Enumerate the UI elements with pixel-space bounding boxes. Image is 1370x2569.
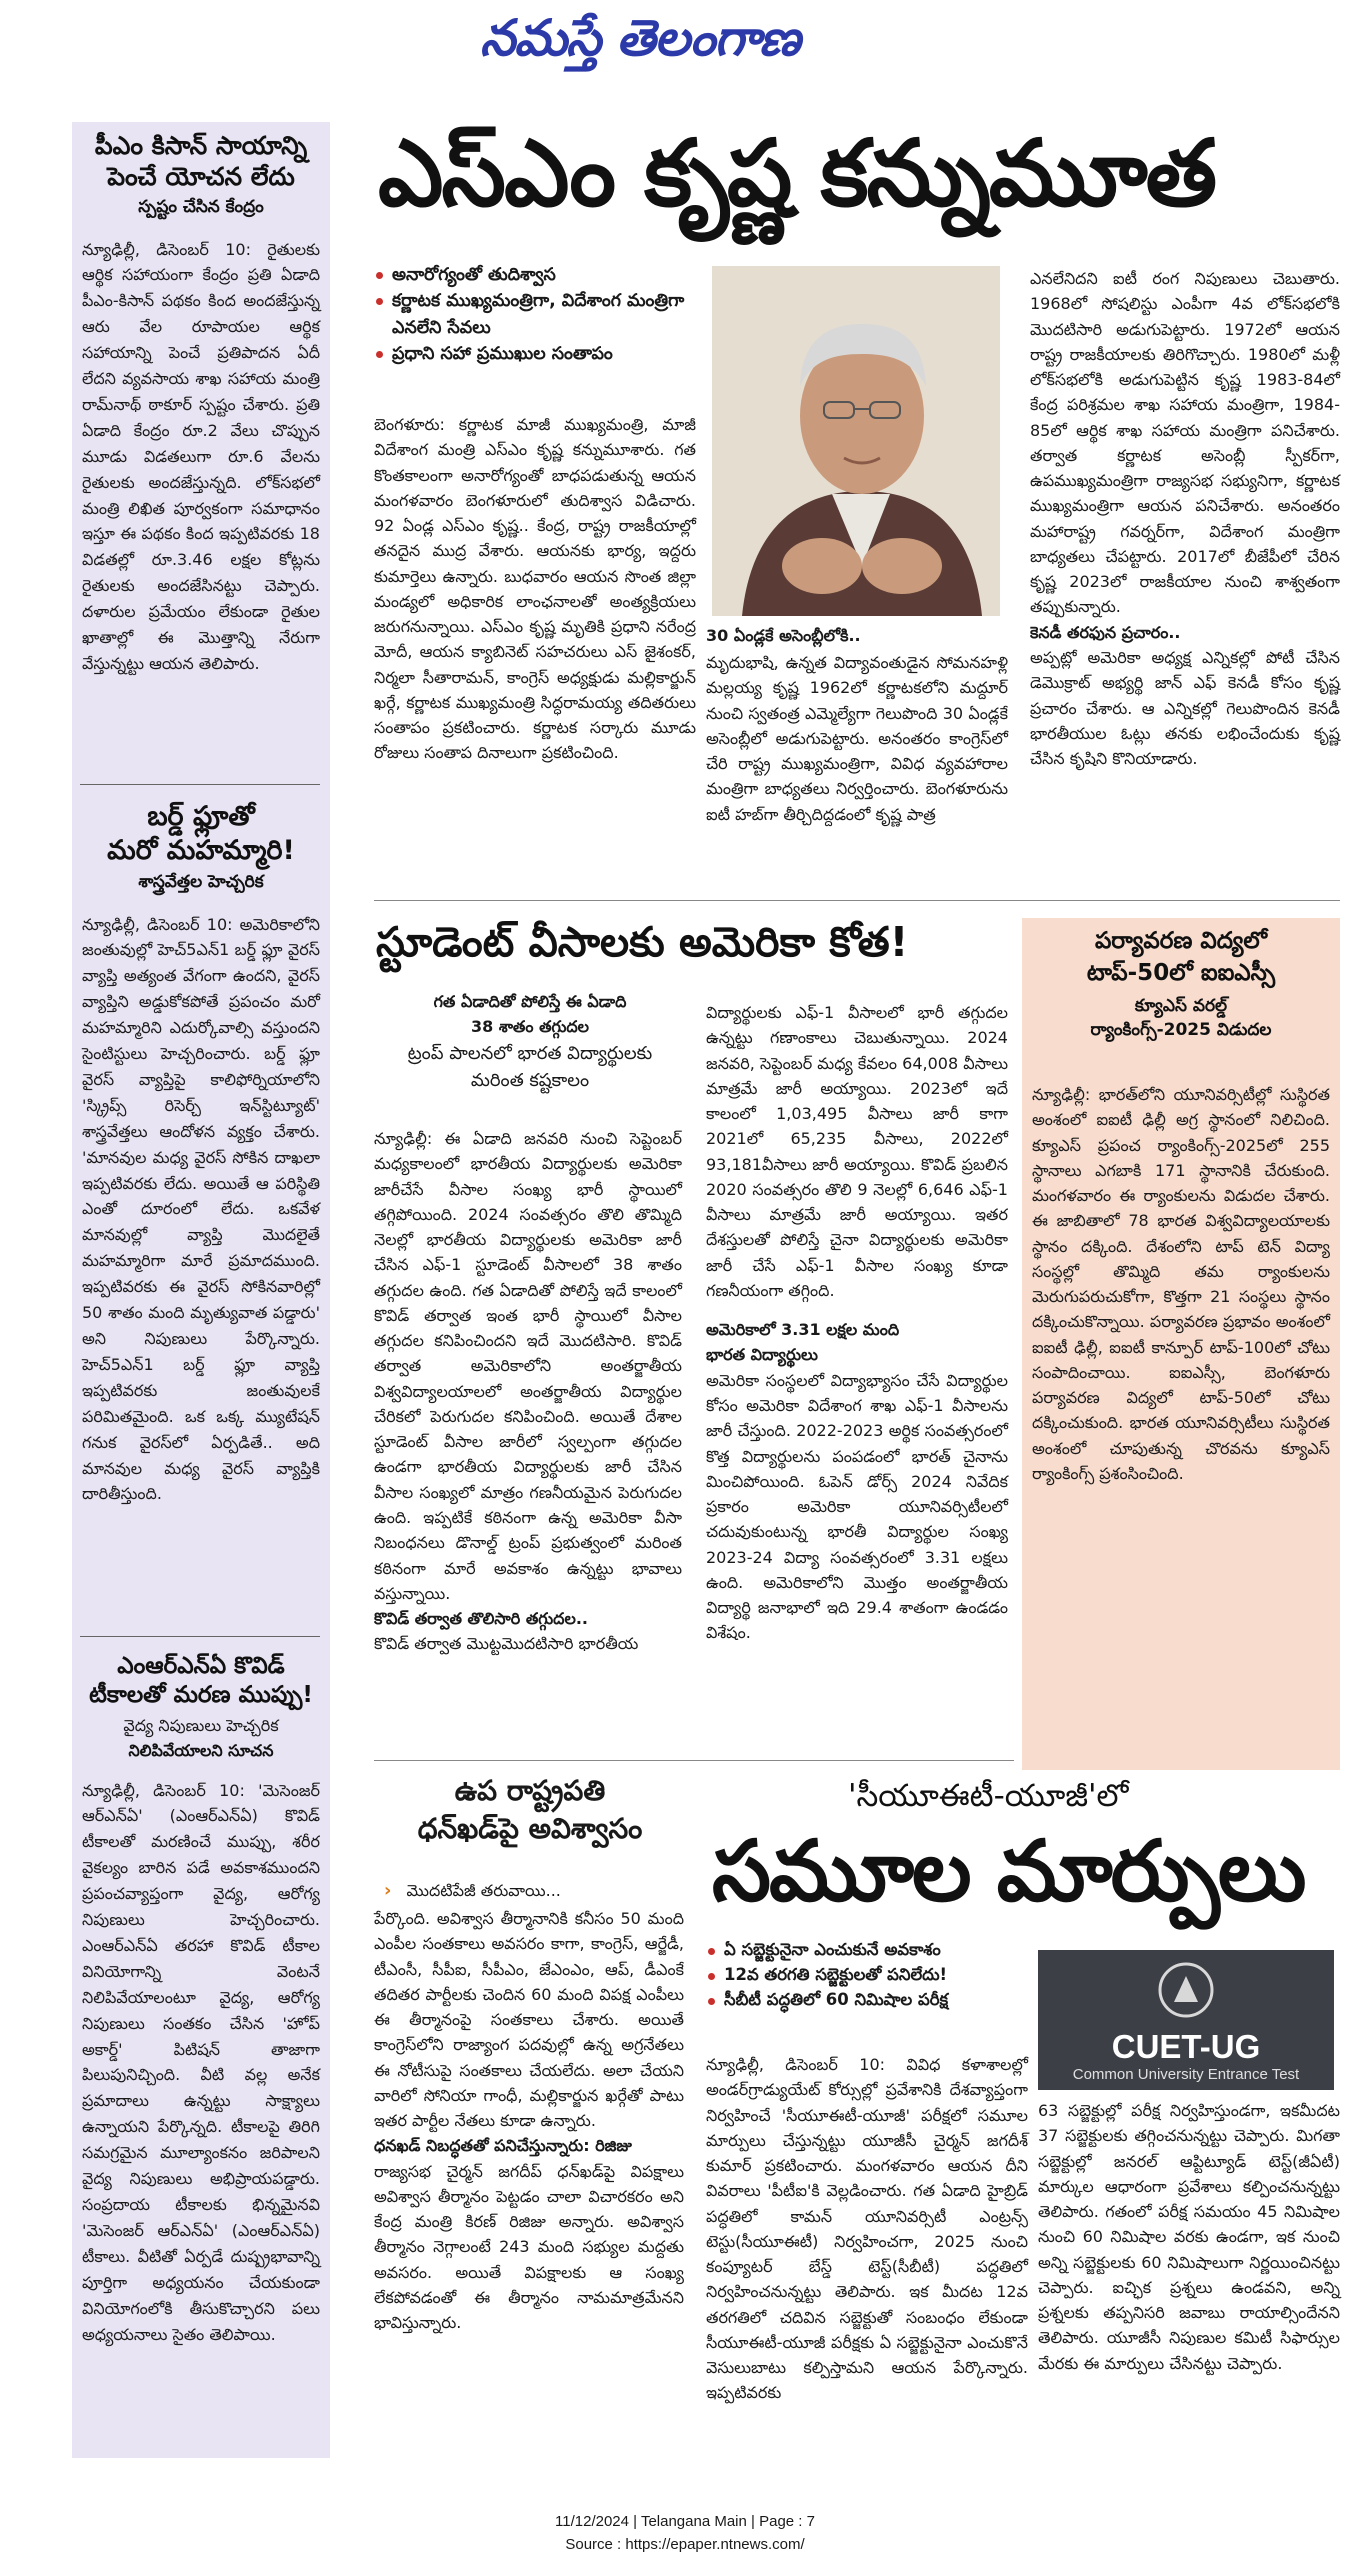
column-text: విద్యార్థులకు ఎఫ్-1 వీసాలలో భారీ తగ్గుదల ఉన్నట్టు గణాంకాలు చెబుతున్నాయి. 2024 జనవరి, సెప్టెంబర్ మధ్య కేవలం 64,008 వీసాలు మాత్రమే జారీ అయ్యాయి. 2023లో ఇదే కాలంలో 1,03,495 వీసాలు జారీ కాగా 2021లో 65,235 వీసాలు, 2022లో 93,181వీసాలు జారీ అయ్యాయి. కొవిడ్ ప్రబలిన 2020 సంవత్సరం తొలి 9 నెలల్లో 6,646 ఎఫ్-1 వీసాలు మాత్రమే జారీ అయ్యాయి. ఇతర దేశస్తులతో పోలిస్తే చైనా విద్యార్థులకు అమెరికా జారీ చేసే ఎఫ్-1 వీసాల సంఖ్య కూడా గణనీయంగా తగ్గింది. [706,1003,1008,1300]
headline-line: ధన్‌ఖడ్‌పై అవిశ్వాసం [417,1811,643,1845]
cuet-column-1: న్యూఢిల్లీ, డిసెంబర్ 10: వివిధ కళాశాలల్లో అండర్‌గ్రాడ్యుయేట్ కోర్సుల్లో ప్రవేశానికి దేశవ్యాప్తంగా నిర్వహించే 'సీయూఈటీ-యూజీ' పరీక్షలో సమూల మార్పులు చేస్తున్నట్టు యూజీసీ చైర్మన్ జగదీశ్ కుమార్ ప్రకటించారు. మంగళవారం ఆయన దీని వివరాలు 'పీటీఐ'కి వెల్లడించారు. గత ఏడాది హైబ్రిడ్ పద్ధతిలో కామన్ యూనివర్సిటీ ఎంట్రన్స్ టెస్టు(సీయూఈటీ) నిర్వహించగా, 2025 నుంచి కంప్యూటర్ బేస్డ్ టెస్ట్(సీబీటీ) పద్ధతిలో నిర్వహించనున్నట్టు తెలిపారు. ఇక మీదట 12వ తరగతిలో చదివిన సబ్జెక్టుతో సంబంధం లేకుండా సీయూఈటీ-యూజీ పరీక్షకు ఏ సబ్జెక్టునైనా ఎంచుకొనే వెసులుబాటు కల్పిస్తామని ఆయన పేర్కొన్నారు. ఇప్పటివరకు [706,2055,1028,2403]
deck-line: గత ఏడాదితో పోలిస్తే ఈ ఏడాది [433,992,627,1011]
cuet-kicker: 'సీయూఈటీ-యూజీ'లో [848,1778,1129,1814]
column-text: కొవిడ్ తర్వాత మొట్టమొదటిసారి భారతీయ [374,1634,639,1654]
headline-line: టాప్-50లో ఐఐఎస్సీ [1086,960,1276,986]
bullet-item: ఏ సబ్జెక్టునైనా ఎంచుకునే అవకాశం [706,1938,1036,1963]
cuet-bullets [706,1938,1036,2012]
story-body: న్యూఢిల్లీ, డిసెంబర్ 10: 'మెసెంజర్ ఆర్ఎన్ఏ' (ఎంఆర్ఎన్ఏ) కొవిడ్ టీకాలతో మరణించే ముప్పు, శరీర వైకల్యం బారిన పడే అవకాశముందని ప్రపంచవ్యాప్తంగా వైద్య, ఆరోగ్య నిపుణులు హెచ్చరించారు. ఎంఆర్ఎన్ఏ తరహా కొవిడ్ టీకాల వినియోగాన్ని వెంటనే నిలిపివేయాలంటూ వైద్య, ఆరోగ్య నిపుణులు సంతకం చేసిన 'హోప్ అకార్డ్' పిటిషన్ తాజాగా పిలుపునిచ్చింది. వీటి వల్ల అనేక ప్రమాదాలు ఉన్నట్టు సాక్ష్యాలు ఉన్నాయని పేర్కొన్నది. టీకాలపై తిరిగి సమగ్రమైన మూల్యాంకనం జరిపాలని వైద్య నిపుణులు అభిప్రాయపడ్డారు. సంప్రదాయ టీకాలకు భిన్నమైనవి 'మెసెంజర్ ఆర్ఎన్ఏ' (ఎంఆర్ఎన్ఏ) టీకాలు. వీటితో ఏర్పడే దుష్ప్రభావాన్ని పూర్తిగా అధ్యయనం చేయకుండా వినియోగంలోకి తీసుకొచ్చారని పలు అధ్యయనాలు సైతం తెలిపాయి. [82,1780,320,2344]
column-text: రాజ్యసభ చైర్మన్ జగదీప్ ధన్‌ఖడ్‌పై విపక్షాలు అవిశ్వాస తీర్మానం పెట్టడం చాలా విచారకరం అని కేంద్ర మంత్రి కిరణ్ రిజిజు అన్నారు. అవిశ్వాస తీర్మానం నెగ్గాలంటే 243 మంది సభ్యుల మద్దతు అవసరం. అయితే విపక్షాలకు ఆ సంఖ్య లేకపోవడంతో ఈ తీర్మానం నామమాత్రమేనని భావిస్తున్నారు. [374,2161,684,2333]
cuet-headline: సమూల మార్పులు [712,1822,1305,1920]
story-subheadline: శాస్త్రవేత్తల హెచ్చరిక [138,871,264,892]
student-visa-column-1 [374,1126,682,1657]
continued-text: మొదటిపేజీ తరువాయి... [406,1881,561,1900]
lead-column-2: మృదుభాషి, ఉన్నత విద్యావంతుడైన సోమనహళ్లి మల్లయ్య కృష్ణ 1962లో కర్ణాటకలోని మద్దూర్ నుంచి స్వతంత్ర ఎమ్మెల్యేగా గెలుపొంది 30 ఏండ్లకే అసెంబ్లీలో అడుగుపెట్టారు. అనంతరం కాంగ్రెస్‌లో చేరి రాష్ట్ర ముఖ్యమంత్రిగా, వివిధ వ్యవహారాల మంత్రిగా బాధ్యతలు నిర్వర్తించారు. బెంగళూరును ఐటీ హబ్‌గా తీర్చిదిద్దడంలో కృష్ణ పాత్ర [706,653,1008,824]
page-footer [0,2510,1370,2557]
column-subheading: భారత విద్యార్థులు [706,1345,818,1365]
footer-source: Source : https://epaper.ntnews.com/ [565,2536,805,2554]
headline-line: క్యూఎస్ వరల్డ్ [1134,996,1228,1016]
chevron-right-icon: › [384,1880,392,1901]
column-subheading: ధనఖడ్ నిబద్ధతతో పనిచేస్తున్నారు: రిజిజు [374,2136,632,2156]
footer-date-page: 11/12/2024 | Telangana Main | Page : 7 [555,2513,815,2530]
headline-line: బర్డ్ ఫ్లూతో [147,801,255,832]
headline-line: మరో మహమ్మారి! [107,834,295,866]
column-subheading: అమెరికాలో 3.31 లక్షల మంది [706,1320,900,1340]
bullet-item: ప్రధాని సహా ప్రముఖుల సంతాపం [374,341,694,367]
story-subheadline: స్పష్టం చేసిన కేంద్రం [138,196,264,217]
headline-line: ర్యాంకింగ్స్-2025 విడుదల [1090,1020,1272,1040]
portrait-illustration [712,266,1000,616]
bullet-item: అనారోగ్యంతో తుదిశ్వాస [374,262,694,288]
continued-marker [384,1880,561,1904]
divider [374,900,1340,901]
column-text: అమెరికా సంస్థలలో విద్యాభ్యాసం చేసే విద్యార్థుల కోసం అమెరికా విదేశాంగ శాఖ ఎఫ్-1 వీసాలను జారీ చేస్తుంది. 2022-2023 అర్థిక సంవత్సరంలో కొత్త విద్యార్థులను పంపడంలో భారత్ చైనాను మించిపోయింది. ఓపెన్ డోర్స్ 2024 నివేదిక ప్రకారం అమెరికా యూనివర్సిటీలలో చదువుకుంటున్న భారతీ విద్యార్థుల సంఖ్య 2023-24 విద్యా సంవత్సరంలో 3.31 లక్షలు ఉంది. అమెరికాలోని మొత్తం అంతర్జాతీయ విద్యార్థి జనాభాలో ఇది 29.4 శాతంగా ఉండడం విశేషం. [706,1370,1008,1643]
story-subheadline: నిలిపివేయాలని సూచన [128,1740,274,1760]
headline-line: ఉప రాష్ట్రపతి [454,1774,606,1807]
vp-body [374,1906,684,2336]
lead-portrait-photo [712,266,1000,616]
story-headline [82,800,320,868]
lead-bullets [374,262,694,367]
cuet-column-2: 63 సబ్జెక్టుల్లో పరీక్ష నిర్వహిస్తుండగా, ఇకమీదట 37 సబ్జెక్టులకు తగ్గించనున్నట్టు చెప్పారు. మిగతా సబ్జెక్టుల్లో జనరల్ ఆప్టిట్యూడ్ టెస్ట్(జీఏటీ) మార్కుల ఆధారంగా ప్రవేశాలు కల్పించనున్నట్టు తెలిపారు. గతంలో పరీక్ష సమయం 45 నిమిషాల నుంచి 60 నిమిషాల వరకు ఉండగా, ఇక నుంచి అన్ని సబ్జెక్టులకు 60 నిమిషాలుగా నిర్ణయించినట్టు చెప్పారు. ఐచ్ఛిక ప్రశ్నలు ఉండవని, అన్ని ప్రశ్నలకు తప్పనిసరి జవాబు రాయాల్సిందేనని తెలిపారు. యూజీసీ నిపుణుల కమిటీ సిఫార్సుల మేరకు ఈ మార్పులు చేసినట్టు చెప్పారు. [1038,2101,1340,2373]
lead-headline: ఎస్ఎం కృష్ణ కన్నుమూత [378,120,1216,227]
masthead-logo: నమస్తే తెలంగాణ [480,8,800,67]
deck-line: మరింత కష్టకాలం [470,1070,590,1092]
vp-headline [380,1772,680,1848]
sidebar-story-mrna [72,1652,330,2347]
story-subheadline: వైద్య నిపుణులు హెచ్చరిక [123,1715,279,1735]
sidebar-story-bird-flu [72,800,330,1507]
lead-column-1: బెంగళూరు: కర్ణాటక మాజీ ముఖ్యమంత్రి, మాజీ విదేశాంగ మంత్రి ఎస్ఎం కృష్ణ కన్నుమూశారు. గత కొంతకాలంగా అనారోగ్యంతో బాధపడుతున్న ఆయన మంగళవారం బెంగళూరులో తుదిశ్వాస విడిచారు. 92 ఏండ్ల ఎస్ఎం కృష్ణ.. కేంద్ర, రాష్ట్ర రాజకీయాల్లో తనదైన ముద్ర వేశారు. ఆయనకు భార్య, ఇద్దరు కుమార్తెలు ఉన్నారు. బుధవారం ఆయన సొంత జిల్లా మండ్యలో అధికారిక లాంఛనాలతో అంత్యక్రియలు జరుగనున్నాయి. ఎస్ఎం కృష్ణ మృతికి ప్రధాని నరేంద్ర మోదీ, ఆయన క్యాబినెట్ సహచరులు ఎస్ జైశంకర్, నిర్మలా సీతారామన్, కాంగ్రెస్ అధ్యక్షుడు మల్లికార్జున్ ఖర్గే, కర్ణాటక ముఖ్యమంత్రి సిద్ధరామయ్య తదితరులు సంతాపం ప్రకటించారు. కర్ణాటక సర్కారు మూడు రోజులు సంతాప దినాలుగా ప్రకటించింది. [374,415,696,763]
bullet-item: సీబీటీ పద్ధతిలో 60 నిమిషాల పరీక్ష [706,1988,1036,2013]
column-subheading: కెనడీ తరఫున ప్రచారం.. [1030,622,1181,642]
bullet-item: 12వ తరగతి సబ్జెక్టులతో పనిలేదు! [706,1963,1036,1988]
column-text: అప్పట్లో అమెరికా అధ్యక్ష ఎన్నికల్లో పోటీ చేసిన డెమొక్రాట్ అభ్యర్థి జాన్ ఎఫ్ కెనడీ కోసం కృష్ణ ప్రచారం చేశారు. ఆ ఎన్నికల్లో గెలుపొందిన కెనడీ భారతీయుల ఓట్లు తనకు లభించేందుకు కృష్ణ చేసిన కృషిని కొనియాడారు. [1030,647,1340,769]
column-text: న్యూఢిల్లీ: ఈ ఏడాది జనవరి నుంచి సెప్టెంబర్ మధ్యకాలంలో భారతీయ విద్యార్థులకు అమెరికా జారీచేసే వీసాల సంఖ్య భారీ స్థాయిలో తగ్గిపోయింది. 2024 సంవత్సరం తొలి తొమ్మిది నెలల్లో భారతీయ విద్యార్థులకు అమెరికా జారీ చేసిన ఎఫ్-1 స్టూడెంట్ వీసాలలో 38 శాతం తగ్గుదల ఉంది. గత ఏడాదితో పోలిస్తే ఇదే కాలంలో కొవిడ్ తర్వాత ఇంత భారీ స్థాయిలో వీసాల తగ్గుదల కనిపించిందని ఇదే మొదటిసారి. కొవిడ్ తర్వాత అమెరికాలోని అంతర్జాతీయ విశ్వవిద్యాలయాలలో అంతర్జాతీయ విద్యార్థుల చేరికలో పెరుగుదల కనిపించింది. అయితే దేశాల స్టూడెంట్ వీసాల జారీలో స్వల్పంగా తగ్గుదల ఉండగా భారతీయ విద్యార్థులకు జారీ చేసిన వీసాల సంఖ్యలో మాత్రం గణనీయమైన పెరుగుదల ఉంది. ఇప్పటికే కఠినంగా ఉన్న అమెరికా వీసా నిబంధనలు డొనాల్డ్ ట్రంప్ ప్రభుత్వంలో మరింత కఠినంగా మారే అవకాశం ఉన్నట్టు భావాలు వస్తున్నాయి. [374,1129,682,1603]
photo-caption: 30 ఏండ్లకే అసెంబ్లీలోకి.. [706,626,861,645]
cuet-image-title: CUET-UG [1111,2028,1261,2065]
column-text: ఎనలేనిదని ఐటీ రంగ నిపుణులు చెబుతారు. 1968లో సోషలిస్టు ఎంపీగా 4వ లోక్‌సభలోకి మొదటిసారి అడుగుపెట్టారు. 1972లో ఆయన రాష్ట్ర రాజకీయాలకు తిరిగొచ్చారు. 1980లో మళ్లీ లోక్‌సభలోకి అడుగుపెట్టిన కృష్ణ 1983-84లో కేంద్ర పరిశ్రమల శాఖ సహాయ మంత్రిగా, 1984-85లో ఆర్థిక శాఖ సహాయ మంత్రిగా పనిచేశారు. తర్వాత కర్ణాటక అసెంబ్లీ స్పీకర్‌గా, ఉపముఖ్యమంత్రిగా రాజ్యసభ సభ్యునిగా, కర్ణాటక ముఖ్యమంత్రిగా ఆయన పనిచేశారు. అనంతరం మహారాష్ట్ర గవర్నర్‌గా, విదేశాంగ మంత్రిగా బాధ్యతలు చేపట్టారు. 2017లో బీజేపీలో చేరిన కృష్ణ 2023లో రాజకీయాల నుంచి శాశ్వతంగా తప్పుకున్నారు. [1030,269,1340,617]
deck-line: ట్రంప్ పాలనలో భారత విద్యార్థులకు [407,1042,653,1064]
emblem-icon [1038,1950,1334,2030]
divider [374,1760,1014,1761]
headline-line: పర్యావరణ విద్యలో [1094,928,1268,954]
story-body: న్యూఢిల్లీ, డిసెంబర్ 10: అమెరికాలోని జంతువుల్లో హెచ్5ఎన్1 బర్డ్ ఫ్లూ వైరస్ వ్యాప్తి అత్యంత వేగంగా ఉందని, వైరస్ వ్యాప్తిని అడ్డుకోకపోతే ప్రపంచం మరో మహమ్మారిని ఎదుర్కోవాల్సి వస్తుందని సైంటిస్టులు హెచ్చరించారు. బర్డ్ ఫ్లూ వైరస్ వ్యాప్తిపై కాలిఫోర్నియాలోని 'స్క్రిప్స్ రిసెర్చ్ ఇన్‌స్టిట్యూట్' శాస్త్రవేత్తలు ఆందోళన వ్యక్తం చేశారు. 'మానవుల మధ్య వైరస్ సోకిన దాఖలా ఇప్పటివరకు లేదు. అయితే ఆ పరిస్థితి ఎంతో దూరంలో లేదు. ఒకవేళ మానవుల్లో వ్యాప్తి మొదలైతే మహమ్మారిగా మారే ప్రమాదముంది. ఇప్పటివరకు ఈ వైరస్ సోకినవారిల్లో 50 శాతం మంది మృత్యువాత పడ్డారు' అని నిపుణులు పేర్కొన్నారు. హెచ్5ఎన్1 బర్డ్ ఫ్లూ వ్యాప్తి ఇప్పటివరకు జంతువులకే పరిమితమైంది. ఒక ఒక్క మ్యుటేషన్ గనుక వైరస్‌లో ఏర్పడితే.. అది మానవుల మధ్య వైరస్ వ్యాప్తికి దారితీస్తుంది. [82,914,320,1504]
headline-line: పెంచే యోచన లేదు [107,162,295,192]
student-visa-deck [380,990,680,1095]
sidebar-story-pm-kisan [72,130,330,677]
bullet-item: కర్ణాటక ముఖ్యమంత్రిగా, విదేశాంగ మంత్రిగా ఎనలేని సేవలు [374,288,694,341]
student-visa-headline: స్టూడెంట్ వీసాలకు అమెరికా కోత! [376,918,909,966]
story-body: న్యూఢిల్లీ, డిసెంబర్ 10: రైతులకు ఆర్థిక సహాయంగా కేంద్రం ప్రతి ఏడాది పీఎం-కిసాన్ పథకం కింద అందజేస్తున్న ఆరు వేల రూపాయల ఆర్థిక సహాయాన్ని పెంచే ప్రతిపాదన ఏదీ లేదని వ్యవసాయ శాఖ సహాయ మంత్రి రామ్‌నాథ్ ఠాకూర్ స్పష్టం చేశారు. ప్రతి ఏడాది కేంద్రం రూ.2 వేలు చొప్పున మూడు విడతలుగా రూ.6 వేలను రైతులకు అందజేస్తున్నది. లోక్‌సభలో మంత్రి లిఖిత పూర్వకంగా సమాధానం ఇస్తూ ఈ పథకం కింద ఇప్పటివరకు 18 విడతల్లో రూ.3.46 లక్షల కోట్లను రైతులకు అందజేసినట్టు చెప్పారు. దళారుల ప్రమేయం లేకుండా రైతుల ఖాతాల్లో ఈ మొత్తాన్ని నేరుగా వేస్తున్నట్టు ఆయన తెలిపారు. [82,239,320,673]
lead-column-3 [1030,266,1340,771]
student-visa-column-2 [706,1000,1008,1646]
cuet-logo-image [1038,1950,1334,2090]
column-subheading: కొవిడ్ తర్వాత తొలిసారి తగ్గుదల.. [374,1609,588,1629]
story-headline [82,130,320,193]
cuet-image-subtitle: Common University Entrance Test [1072,2066,1300,2083]
divider [80,1636,320,1637]
headline-line: ఎంఆర్ఎన్ఏ కొవిడ్ [117,1653,285,1679]
column-text: పేర్కొంది. అవిశ్వాస తీర్మానానికి కనీసం 50 మంది ఎంపీల సంతకాలు అవసరం కాగా, కాంగ్రెస్, ఆర్జేడీ, టీఎంసీ, సీపీఐ, సీపీఎం, జేఎంఎం, ఆప్, డీఎంకే తదితర పార్టీలకు చెందిన 60 మంది విపక్ష ఎంపీలు ఈ తీర్మానంపై సంతకాలు చేశారు. అయితే కాంగ్రెస్‌లోని రాజ్యాంగ పదవుల్లో ఉన్న అగ్రనేతలు ఈ నోటీసుపై సంతకాలు చేయలేదు. అలా చేయని వారిలో సోనియా గాంధీ, మల్లికార్జున ఖర్గేతో పాటు ఇతర పార్టీల నేతలు కూడా ఉన్నారు. [374,1909,684,2131]
environment-body: న్యూఢిల్లీ: భారత్‌లోని యూనివర్సిటీల్లో సుస్థిరత అంశంలో ఐఐటీ ఢిల్లీ అగ్ర స్థానంలో నిలిచింది. క్యూఎస్ ప్రపంచ ర్యాంకింగ్స్-2025లో 255 స్థానాలు ఎగబాకి 171 స్థానానికి చేరుకుంది. మంగళవారం ఈ ర్యాంకులను విడుదల చేశారు. ఈ జాబితాలో 78 భారత విశ్వవిద్యాలయాలకు స్థానం దక్కింది. దేశంలోని టాప్ టెన్ విద్యా సంస్థల్లో తొమ్మిది తమ ర్యాంకులను మెరుగుపరుచుకోగా, కొత్తగా 21 సంస్థలు స్థానం దక్కించుకొన్నాయి. పర్యావరణ ప్రభావం అంశంలో ఐఐటీ ఢిల్లీ, ఐఐటీ కాన్పూర్ టాప్-100లో చోటు సంపాదించాయి. ఐఐఎస్సీ, బెంగళూరు పర్యావరణ విద్యలో టాప్-50లో చోటు దక్కించుకుంది. భారత యూనివర్సిటీలు సుస్థిరత అంశంలో చూపుతున్న చొరవను క్యూఎస్ ర్యాంకింగ్స్ ప్రశంసించింది. [1032,1085,1330,1483]
headline-line: పీఎం కిసాన్ సాయాన్ని [94,131,308,160]
story-headline [82,1652,320,1710]
deck-line: 38 శాతం తగ్గుదల [470,1016,590,1036]
spacer [706,1303,1008,1317]
divider [80,784,320,785]
environment-headline [1032,928,1330,1044]
headline-line: టీకాలతో మరణ ముప్పు! [89,1681,313,1708]
